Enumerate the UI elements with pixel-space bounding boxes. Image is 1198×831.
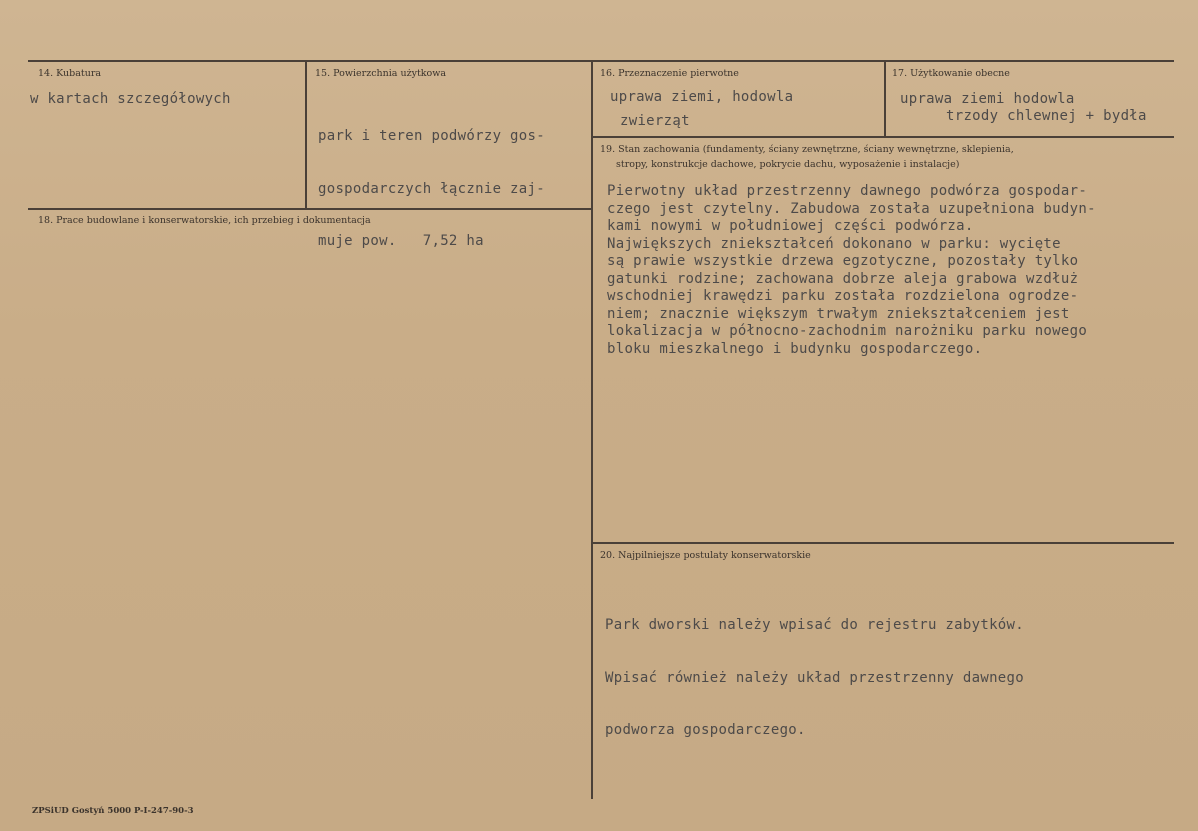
kubatura-value: w kartach szczegółowych <box>30 91 231 107</box>
stan-line: kami nowymi w południowej części podwórza. <box>607 218 974 234</box>
postulaty-line: Park dworski należy wpisać do rejestru zabytków. <box>605 617 1024 633</box>
postulaty-text <box>605 582 1024 775</box>
uzytkowanie-line: uprawa ziemi hodowla <box>900 91 1075 107</box>
stan-line: lokalizacja w północno-zachodnim narożniku parku nowego <box>607 323 1088 339</box>
powierzchnia-line: gospodarczych łącznie zaj- <box>318 180 545 197</box>
prace-label: 18. Prace budowlane i konserwatorskie, ich przebieg i dokumentacja <box>38 215 371 226</box>
stan-zachowania-text <box>607 183 1179 358</box>
stan-line: są prawie wszystkie drzewa egzotyczne, pozostały tylko <box>607 253 1079 269</box>
powierzchnia-label: 15. Powierzchnia użytkowa <box>315 68 447 79</box>
stan-line: bloku mieszkalnego i budynku gospodarczego. <box>607 340 983 357</box>
przeznaczenie-line: uprawa ziemi, hodowla <box>610 89 794 105</box>
stan-zachowania-label: 19. Stan zachowania (fundamenty, ściany zewnętrzne, ściany wewnętrzne, sklepienia, <box>600 144 1014 155</box>
postulaty-line: podworza gospodarczego. <box>605 722 806 738</box>
uzytkowanie-line: trzody chlewnej + bydła <box>946 108 1147 124</box>
divider-16-17 <box>884 61 886 137</box>
kubatura-label: 14. Kubatura <box>38 68 102 79</box>
divider-15-16 <box>591 61 593 799</box>
uzytkowanie-label: 17. Użytkowanie obecne <box>892 68 1010 79</box>
stan-line: gatunki rodzine; zachowana dobrze aleja grabowa wzdłuż <box>607 270 1079 287</box>
rule-under-16-17 <box>593 136 1174 138</box>
stan-line: Największych zniekształceń dokonano w parku: wycięte <box>607 235 1061 252</box>
stan-line: czego jest czytelny. Zabudowa została uzupełniona budyn- <box>607 200 1096 217</box>
powierzchnia-line: park i teren podwórzy gos- <box>318 128 545 144</box>
powierzchnia-value <box>318 93 545 286</box>
stan-zachowania-label-cont: stropy, konstrukcje dachowe, pokrycie dachu, wyposażenie i instalacje) <box>616 159 960 170</box>
stan-line: Pierwotny układ przestrzenny dawnego podwórza gospodar- <box>607 183 1088 199</box>
rule-above-20 <box>593 542 1174 544</box>
print-footer: ZPSiUD Gostyń 5000 P-I-247-90-3 <box>32 806 194 816</box>
postulaty-line: Wpisać również należy układ przestrzenny dawnego <box>605 669 1024 686</box>
postulaty-label: 20. Najpilniejsze postulaty konserwatorskie <box>600 550 811 561</box>
przeznaczenie-line: zwierząt <box>620 113 690 129</box>
top-rule <box>28 60 1174 62</box>
powierzchnia-line: muje pow. 7,52 ha <box>318 233 484 249</box>
stan-line: wschodniej krawędzi parku została rozdzielona ogrodze- <box>607 288 1079 304</box>
stan-line: niem; znacznie większym trwałym zniekształceniem jest <box>607 305 1070 322</box>
divider-14-15 <box>305 61 307 209</box>
przeznaczenie-label: 16. Przeznaczenie pierwotne <box>600 68 739 79</box>
